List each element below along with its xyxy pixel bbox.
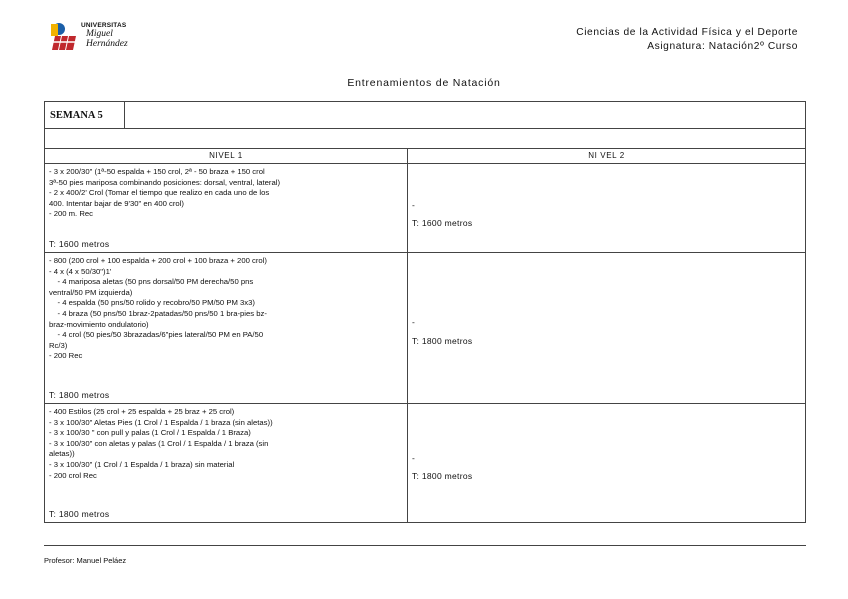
level-1-cell (45, 404, 408, 522)
spacer-cell (45, 129, 805, 148)
table-row (45, 404, 805, 522)
level-2-cell (408, 164, 805, 252)
level-1-cell (45, 164, 408, 252)
faculty-name: Ciencias de la Actividad Física y el Deporte (576, 27, 798, 38)
logo-hernandez: Hernández (86, 39, 128, 49)
level-1-total: T: 1800 metros (49, 390, 110, 401)
level-1-workout: - 400 Estilos (25 crol + 25 espalda + 25 braz + 25 crol) - 3 x 100/30" Aletas Pies (1 Crol / 1 Espalda / 1 braza (sin aletas)) - 3 x 100/30 " con pull y palas (1 Crol / 1 Espalda / 1 Braza) - 3 x 100/30" con aletas y palas (1 Crol / 1 Espalda / 1 braza (sin aletas)) - 3 x 100/30" (1 Crol / 1 Espalda / 1 braza) sin material - 200 crol Rec (49, 407, 273, 480)
level-2-header: NI VEL 2 (588, 151, 625, 160)
level-2-workout: - (412, 317, 415, 327)
professor-footer: Profesor: Manuel Peláez (44, 556, 127, 565)
level-2-workout: - (412, 453, 415, 463)
university-logo (49, 20, 179, 54)
level-1-total: T: 1800 metros (49, 509, 110, 520)
level-2-cell (408, 253, 805, 403)
level-1-workout: - 3 x 200/30" (1ª-50 espalda + 150 crol, 2ª - 50 braza + 150 crol 3ª-50 pies mariposa combinando posiciones: dorsal, ventral, lateral) - 2 x 400/2' Crol (Tomar el tiempo que realizo en cada uno de los 400. Intentar bajar de 9'30" en 400 crol) - 200 m. Rec (49, 167, 281, 219)
level-1-cell (45, 253, 408, 403)
training-table (44, 101, 806, 523)
subject-name: Asignatura: Natación2º Curso (647, 41, 798, 52)
table-row (45, 253, 805, 404)
table-row (45, 164, 805, 253)
footer-divider (44, 545, 806, 546)
week-label: SEMANA 5 (45, 102, 125, 128)
level-2-total: T: 1800 metros (412, 471, 473, 481)
logo-universitas: UNIVERSITAS (81, 22, 127, 29)
spacer-row (45, 129, 805, 149)
logo-miguel: Miguel (86, 29, 113, 39)
level-header-row (45, 149, 805, 164)
course-header (576, 26, 798, 54)
level-2-total: T: 1800 metros (412, 336, 473, 346)
level-1-workout: - 800 (200 crol + 100 espalda + 200 crol + 100 braza + 200 crol) - 4 x (4 x 50/30")1' - 4 mariposa aletas (50 pns dorsal/50 PM derecha/50 pns ventral/50 PM izquierda) - 4 espalda (50 pns/50 rolido y recobro/50 PM/50 PM 3x3) - 4 braza (50 pns/50 1braz-2patadas/50 pns/50 1 bra-pies bz- braz-movimiento ondulatorio) - 4 crol (50 pies/50 3brazadas/6"pies lateral/50 PM en PA/50 Rc/3) - 200 Rec (49, 256, 267, 361)
level-1-total: T: 1600 metros (49, 239, 110, 250)
university-logo-icon (49, 20, 79, 52)
week-empty-cell (125, 102, 805, 128)
level-2-cell (408, 404, 805, 522)
level-1-header: NIVEL 1 (45, 149, 408, 163)
level-2-workout: - (412, 200, 415, 210)
page-title: Entrenamientos de Natación (347, 77, 501, 89)
week-row (45, 102, 805, 129)
level-2-total: T: 1600 metros (412, 218, 473, 228)
